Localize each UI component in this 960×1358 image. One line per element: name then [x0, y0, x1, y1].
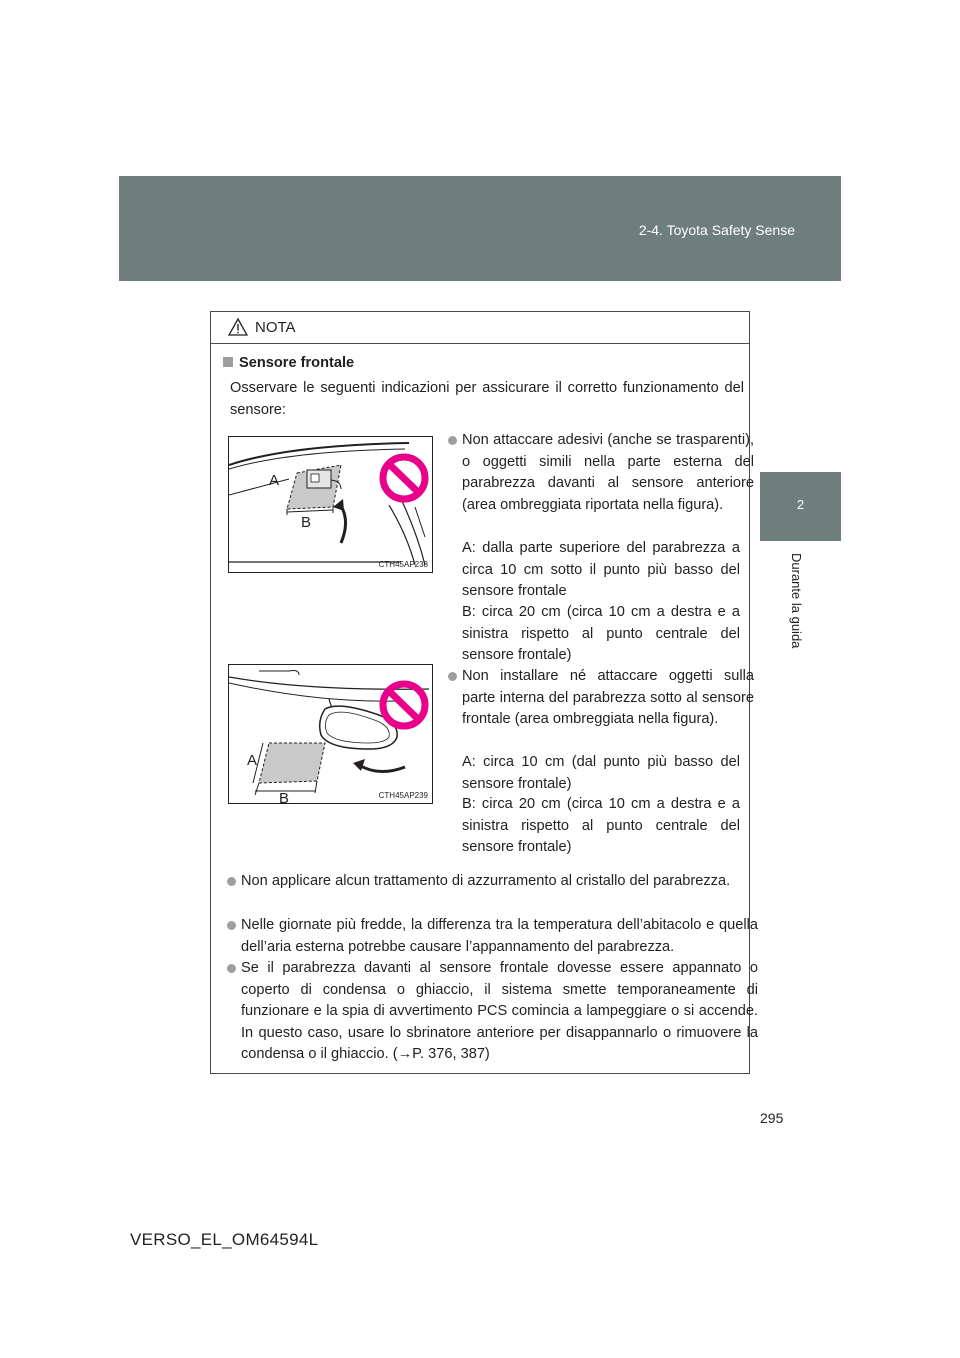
chapter-title: Durante la guida	[789, 553, 804, 649]
bullet-icon	[448, 436, 457, 445]
bullet-icon	[227, 877, 236, 886]
caution-title: NOTA	[255, 319, 296, 336]
fig1-label-a: A	[269, 472, 280, 489]
section-label: 2-4. Toyota Safety Sense	[638, 222, 795, 238]
fig2-code: CTH45AP239	[378, 791, 428, 800]
fig2-label-b: B	[279, 790, 290, 803]
list-item: Non applicare alcun trattamento di azzurramento al cristallo del parabrezza.	[227, 871, 758, 893]
document-code: VERSO_EL_OM64594L	[130, 1230, 319, 1249]
item1-note-a: A: dalla parte superiore del parabrezza a circa 10 cm sotto il punto più basso del sensore frontale	[462, 540, 740, 599]
warning-icon	[228, 318, 248, 336]
list-item: Se il parabrezza davanti al sensore frontale dovesse essere appannato o coperto di condensa o ghiaccio, il sistema smette temporaneamente di funzionare e la spia di avvertimento PCS comincia a lampeggiare o si accende. In questo caso, usare lo sbrinatore anteriore per disappannarlo o rimuovere la condensa o il ghiaccio. (→P. 376, 387)	[227, 958, 758, 1066]
figure-windshield-exterior	[228, 436, 433, 573]
list-item: Non attaccare adesivi (anche se trasparenti), o oggetti simili nella parte esterna del parabrezza davanti al sensore anteriore (area ombreggiata riportata nella figura).	[448, 430, 754, 516]
section-heading: Sensore frontale	[223, 355, 354, 371]
header-band	[119, 176, 841, 281]
fig1-label-b: B	[301, 514, 312, 531]
caution-box	[210, 311, 758, 1074]
page-number: 295	[760, 1110, 784, 1126]
chapter-number: 2	[760, 472, 841, 541]
figure-windshield-interior	[228, 664, 433, 804]
bullet-icon	[227, 964, 236, 973]
item2-note-b: B: circa 20 cm (circa 10 cm a destra e a sinistra rispetto al punto centrale del sensore frontale)	[462, 796, 740, 855]
list-item: Non installare né attaccare oggetti sulla parte interna del parabrezza sotto al sensore frontale (area ombreggiata nella figura).	[448, 666, 754, 731]
fig2-label-a: A	[247, 752, 258, 769]
mirror-zone-illustration	[229, 665, 432, 803]
bullet-icon	[448, 672, 457, 681]
item1-note-b: B: circa 20 cm (circa 10 cm a destra e a sinistra rispetto al punto centrale del sensore frontale)	[462, 604, 740, 663]
caution-header	[211, 312, 749, 344]
fig1-code: CTH45AP238	[378, 560, 428, 569]
list-item: Nelle giornate più fredde, la differenza tra la temperatura dell’abitacolo e quella dell’aria esterna potrebbe causare l’appannamento del parabrezza.	[227, 915, 758, 958]
bullet-icon	[227, 921, 236, 930]
intro-text: Osservare le seguenti indicazioni per assicurare il corretto funzionamento del sensore:	[230, 380, 744, 418]
square-bullet-icon	[223, 357, 233, 367]
windshield-sticker-illustration	[229, 437, 432, 572]
item2-note-a: A: circa 10 cm (dal punto più basso del sensore frontale)	[462, 754, 740, 792]
